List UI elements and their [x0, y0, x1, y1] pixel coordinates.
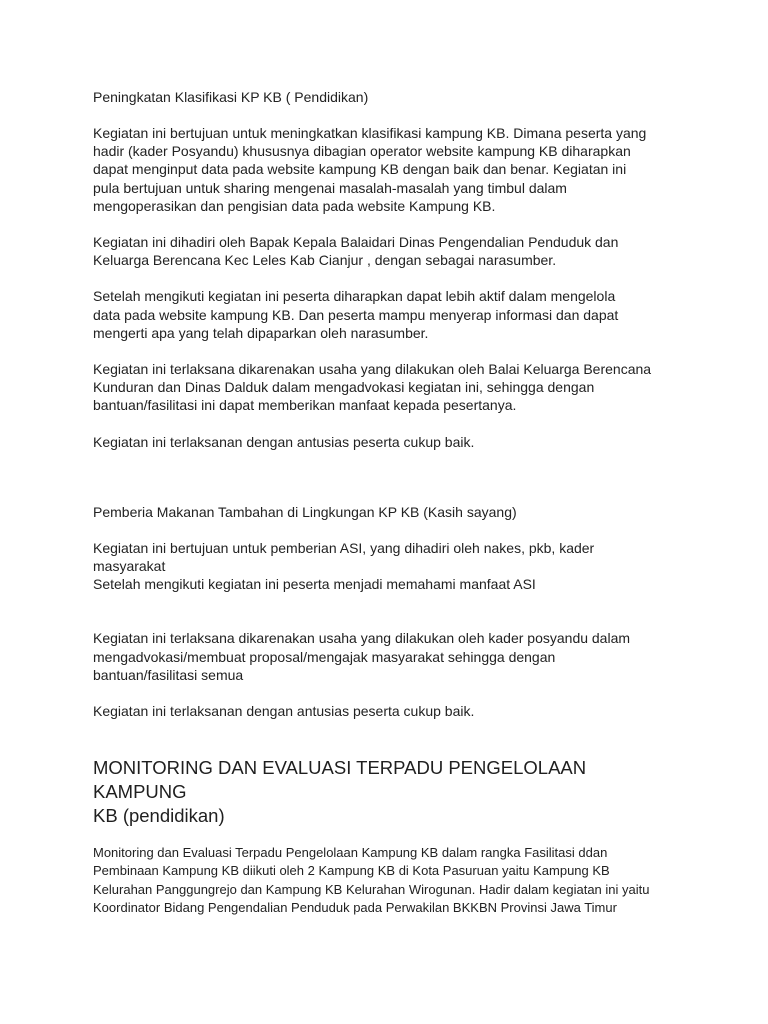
section-1-paragraph-3: Setelah mengikuti kegiatan ini peserta diharapkan dapat lebih aktif dalam mengelola data pada website kampung KB. Dan peserta mampu menyerap informasi dan dapat mengerti apa yang telah dipaparkan oleh narasumber. — [93, 288, 619, 341]
monitoring-heading: MONITORING DAN EVALUASI TERPADU PENGELOLAAN KAMPUNG KB (pendidikan) — [93, 757, 587, 827]
section-2-paragraph-2: Kegiatan ini terlaksana dikarenakan usaha yang dilakukan oleh kader posyandu dalam mengadvokasi/membuat proposal/mengajak masyarakat sehingga dengan bantuan/fasilitasi semua — [93, 630, 631, 683]
section-1-paragraph-1: Kegiatan ini bertujuan untuk meningkatkan klasifikasi kampung KB. Dimana peserta yang hadir (kader Posyandu) khususnya dibagian operator website kampung KB diharapkan dapat menginput data pada website kampung KB dengan baik dan benar. Kegiatan ini pula bertujuan untuk sharing mengenai masalah-masalah yang timbul dalam mengoperasikan dan pengisian data pada website Kampung KB. — [93, 125, 647, 214]
section-1-title: Peningkatan Klasifikasi KP KB ( Pendidikan) — [93, 89, 369, 105]
section-1-paragraph-5: Kegiatan ini terlaksanan dengan antusias peserta cukup baik. — [93, 433, 475, 450]
section-2-title: Pemberia Makanan Tambahan di Lingkungan KP KB (Kasih sayang) — [93, 503, 517, 520]
monitoring-paragraph: Monitoring dan Evaluasi Terpadu Pengelolaan Kampung KB dalam rangka Fasilitasi ddan Pembinaan Kampung KB diikuti oleh 2 Kampung KB di Kota Pasuruan yaitu Kampung KB Kelurahan Panggungrejo dan Kampung KB Kelurahan Wirogunan. Hadir dalam kegiatan ini yaitu Koordinator Bidang Pengendalian Penduduk pada Perwakilan BKKBN Provinsi Jawa Timur — [93, 845, 650, 915]
document-page — [93, 88, 683, 917]
section-2-paragraph-3: Kegiatan ini terlaksanan dengan antusias peserta cukup baik. — [93, 703, 475, 720]
section-2-paragraph-1: Kegiatan ini bertujuan untuk pemberian ASI, yang dihadiri oleh nakes, pkb, kader masyarakat Setelah mengikuti kegiatan ini peserta menjadi memahami manfaat ASI — [93, 539, 595, 593]
section-1-paragraph-4: Kegiatan ini terlaksana dikarenakan usaha yang dilakukan oleh Balai Keluarga Berencana Kunduran dan Dinas Dalduk dalam mengadvokasi kegiatan ini, sehingga dengan bantuan/fasilitasi ini dapat memberikan manfaat kepada pesertanya. — [93, 361, 652, 414]
section-1-paragraph-2: Kegiatan ini dihadiri oleh Bapak Kepala Balaidari Dinas Pengendalian Penduduk dan Keluarga Berencana Kec Leles Kab Cianjur , dengan sebagai narasumber. — [93, 234, 619, 269]
